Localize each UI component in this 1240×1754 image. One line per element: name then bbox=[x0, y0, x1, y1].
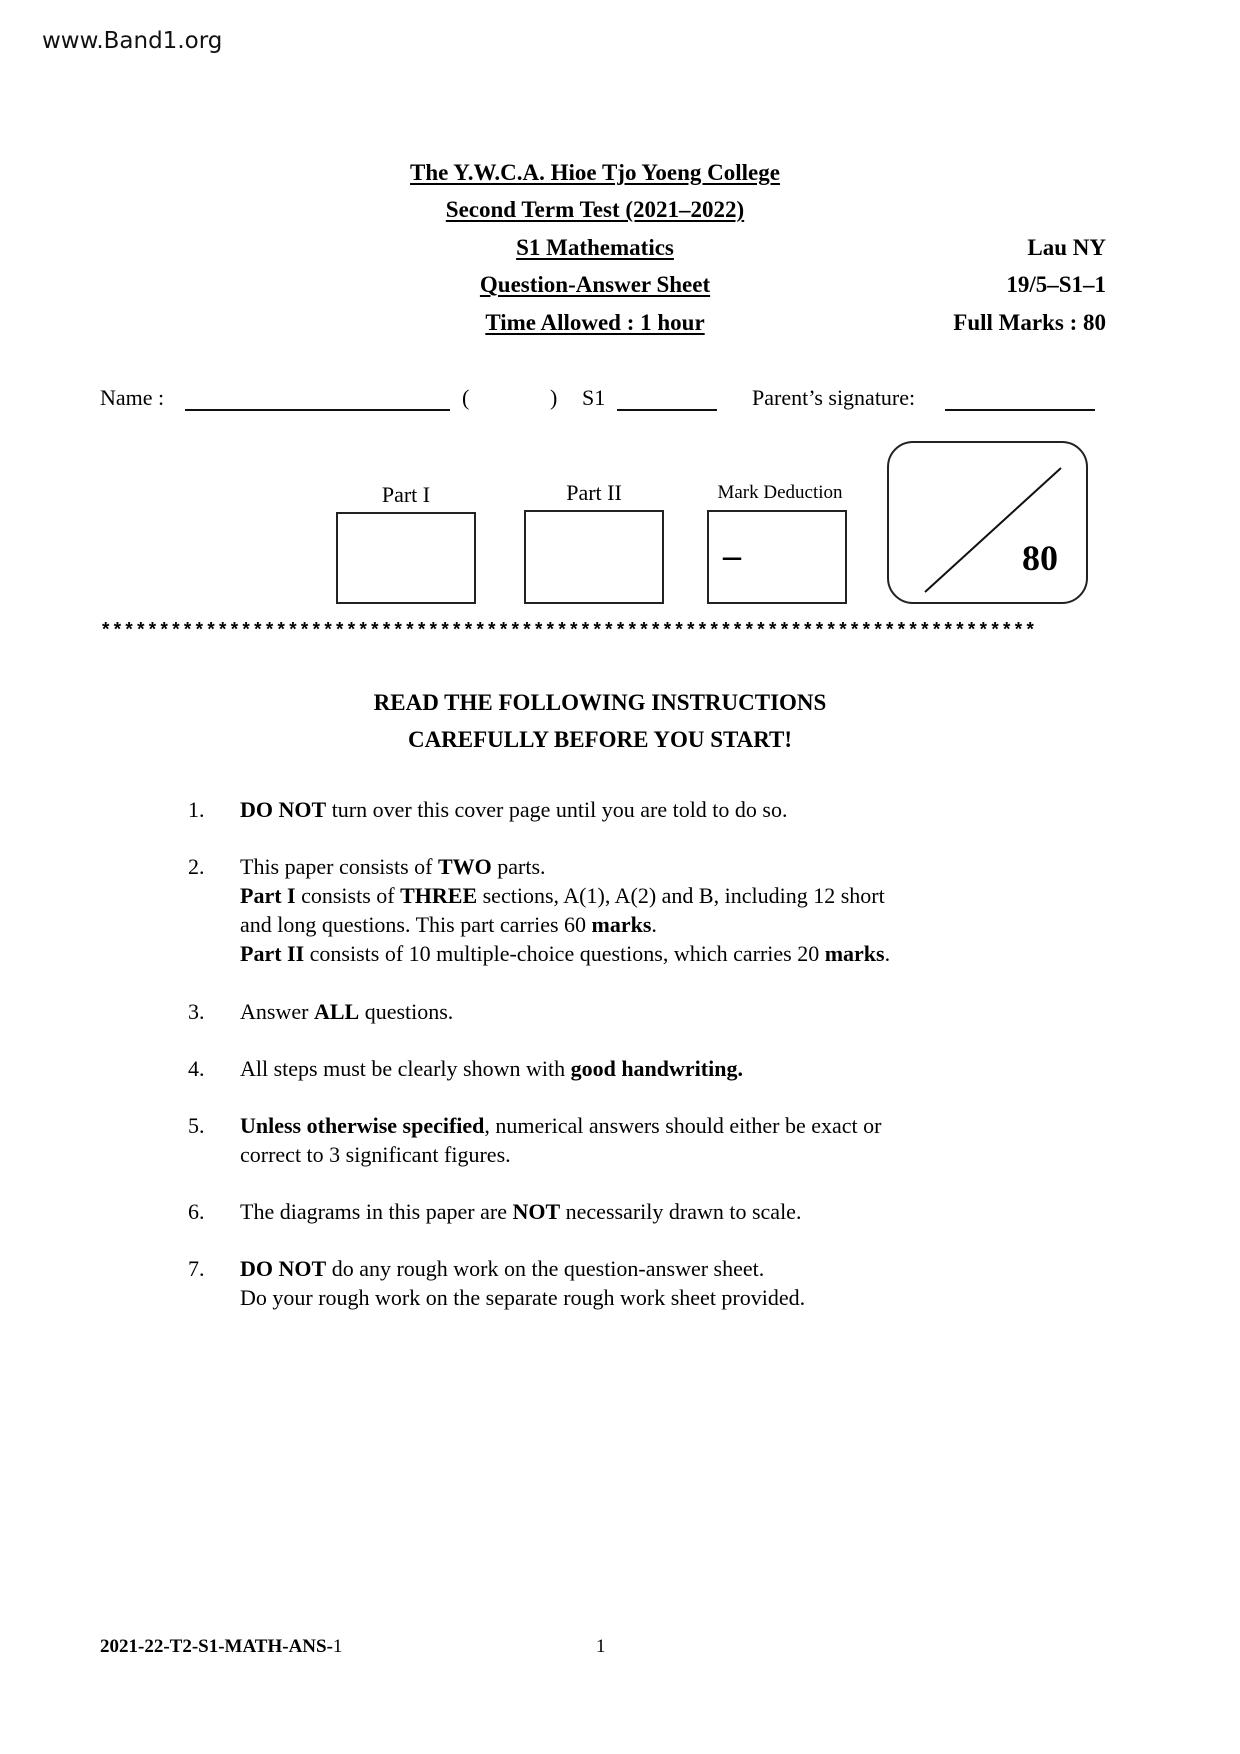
minus-sign: – bbox=[723, 535, 741, 575]
plain-text: consists of 10 multiple-choice questions, which carries 20 bbox=[304, 941, 825, 966]
instruction-number: 4. bbox=[188, 1056, 205, 1081]
mark-deduction-box[interactable] bbox=[707, 510, 847, 604]
mark-deduction-label: Mark Deduction bbox=[717, 482, 843, 503]
emphasis-text: TWO bbox=[437, 854, 492, 879]
emphasis-text: DO NOT bbox=[240, 797, 327, 822]
emphasis-text: good handwriting. bbox=[570, 1056, 743, 1081]
instruction-line bbox=[240, 1140, 1000, 1169]
instruction-line bbox=[240, 795, 1000, 824]
exam-title: Second Term Test (2021–2022) bbox=[445, 197, 745, 222]
full-marks: Full Marks : 80 bbox=[953, 310, 1106, 335]
watermark-url: www.Band1.org bbox=[42, 28, 223, 54]
total-score-box[interactable] bbox=[887, 441, 1088, 604]
parent-signature-label: Parent’s signature: bbox=[752, 385, 916, 410]
plain-text: questions. bbox=[359, 999, 454, 1024]
instructions-title-line1: READ THE FOLLOWING INSTRUCTIONS bbox=[373, 690, 827, 715]
emphasis-text: Part I bbox=[240, 883, 296, 908]
fraction-slash-icon bbox=[887, 441, 1088, 604]
instruction-number: 3. bbox=[188, 999, 205, 1024]
emphasis-text: Unless otherwise specified bbox=[240, 1113, 485, 1138]
plain-text: do any rough work on the question-answer sheet. bbox=[326, 1256, 765, 1281]
class-number-close-paren: ) bbox=[550, 385, 558, 410]
part1-label: Part I bbox=[381, 482, 431, 507]
instruction-number: 2. bbox=[188, 854, 205, 879]
class-input-line[interactable] bbox=[617, 409, 717, 411]
plain-text: necessarily drawn to scale. bbox=[560, 1199, 802, 1224]
plain-text: Answer bbox=[240, 999, 314, 1024]
sheet-type: Question-Answer Sheet bbox=[479, 272, 711, 297]
page-number: 1 bbox=[596, 1636, 606, 1657]
class-number-open-paren: ( bbox=[462, 385, 470, 410]
instruction-line bbox=[240, 852, 1000, 881]
plain-text: Do your rough work on the separate rough work sheet provided. bbox=[240, 1285, 806, 1310]
asterisk-separator: ******************************************************************************** bbox=[100, 620, 1037, 642]
instruction-line bbox=[240, 939, 1000, 968]
plain-text: consists of bbox=[295, 883, 401, 908]
emphasis-text: Part II bbox=[240, 941, 305, 966]
emphasis-text: NOT bbox=[512, 1199, 561, 1224]
subject-title: S1 Mathematics bbox=[516, 235, 674, 260]
footer-document-code bbox=[100, 1636, 342, 1658]
paper-code: 19/5–S1–1 bbox=[1006, 272, 1106, 297]
emphasis-text: marks bbox=[591, 912, 652, 937]
instruction-text bbox=[240, 795, 1000, 824]
instruction-text bbox=[240, 1054, 1000, 1083]
plain-text: parts. bbox=[491, 854, 546, 879]
emphasis-text: DO NOT bbox=[240, 1256, 327, 1281]
name-label: Name : bbox=[100, 385, 165, 410]
plain-text: This paper consists of bbox=[240, 854, 438, 879]
instruction-line bbox=[240, 1054, 1000, 1083]
instruction-line bbox=[240, 1283, 1000, 1312]
plain-text: All steps must be clearly shown with bbox=[240, 1056, 571, 1081]
instruction-text bbox=[240, 1111, 1000, 1169]
teacher-name: Lau NY bbox=[1027, 235, 1106, 260]
plain-text: , numerical answers should either be exact or bbox=[484, 1113, 882, 1138]
parent-signature-line[interactable] bbox=[945, 409, 1095, 411]
instruction-text bbox=[240, 1197, 1000, 1226]
total-marks-denominator: 80 bbox=[1022, 538, 1058, 578]
part2-score-box[interactable] bbox=[524, 510, 664, 604]
time-allowed: Time Allowed : 1 hour bbox=[485, 310, 705, 335]
school-name: The Y.W.C.A. Hioe Tjo Yoeng College bbox=[410, 160, 780, 185]
instruction-line bbox=[240, 1254, 1000, 1283]
instruction-line bbox=[240, 910, 1000, 939]
emphasis-text: THREE bbox=[400, 883, 478, 908]
instruction-line bbox=[240, 881, 1000, 910]
footer-code-main: 2021-22-T2-S1-MATH-ANS- bbox=[100, 1636, 333, 1657]
part2-label: Part II bbox=[566, 480, 622, 505]
emphasis-text: ALL bbox=[313, 999, 360, 1024]
plain-text: correct to 3 significant figures. bbox=[240, 1142, 511, 1167]
instruction-number: 5. bbox=[188, 1113, 205, 1138]
plain-text: and long questions. This part carries 60 bbox=[240, 912, 592, 937]
instruction-text bbox=[240, 1254, 1000, 1312]
instruction-text bbox=[240, 997, 1000, 1026]
plain-text: . bbox=[884, 941, 891, 966]
name-input-line[interactable] bbox=[185, 409, 450, 411]
plain-text: turn over this cover page until you are told to do so. bbox=[326, 797, 788, 822]
instruction-text bbox=[240, 852, 1000, 968]
instruction-line bbox=[240, 1111, 1000, 1140]
instruction-line bbox=[240, 997, 1000, 1026]
footer-code-tail: 1 bbox=[332, 1636, 343, 1657]
instruction-number: 7. bbox=[188, 1256, 205, 1281]
plain-text: sections, A(1), A(2) and B, including 12 short bbox=[477, 883, 885, 908]
instruction-number: 1. bbox=[188, 797, 205, 822]
plain-text: . bbox=[651, 912, 657, 937]
instructions-title-line2: CAREFULLY BEFORE YOU START! bbox=[407, 727, 793, 752]
instruction-number: 6. bbox=[188, 1199, 205, 1224]
emphasis-text: marks bbox=[824, 941, 885, 966]
class-label: S1 bbox=[582, 385, 606, 410]
plain-text: The diagrams in this paper are bbox=[240, 1199, 513, 1224]
instruction-line bbox=[240, 1197, 1000, 1226]
part1-score-box[interactable] bbox=[336, 512, 476, 604]
